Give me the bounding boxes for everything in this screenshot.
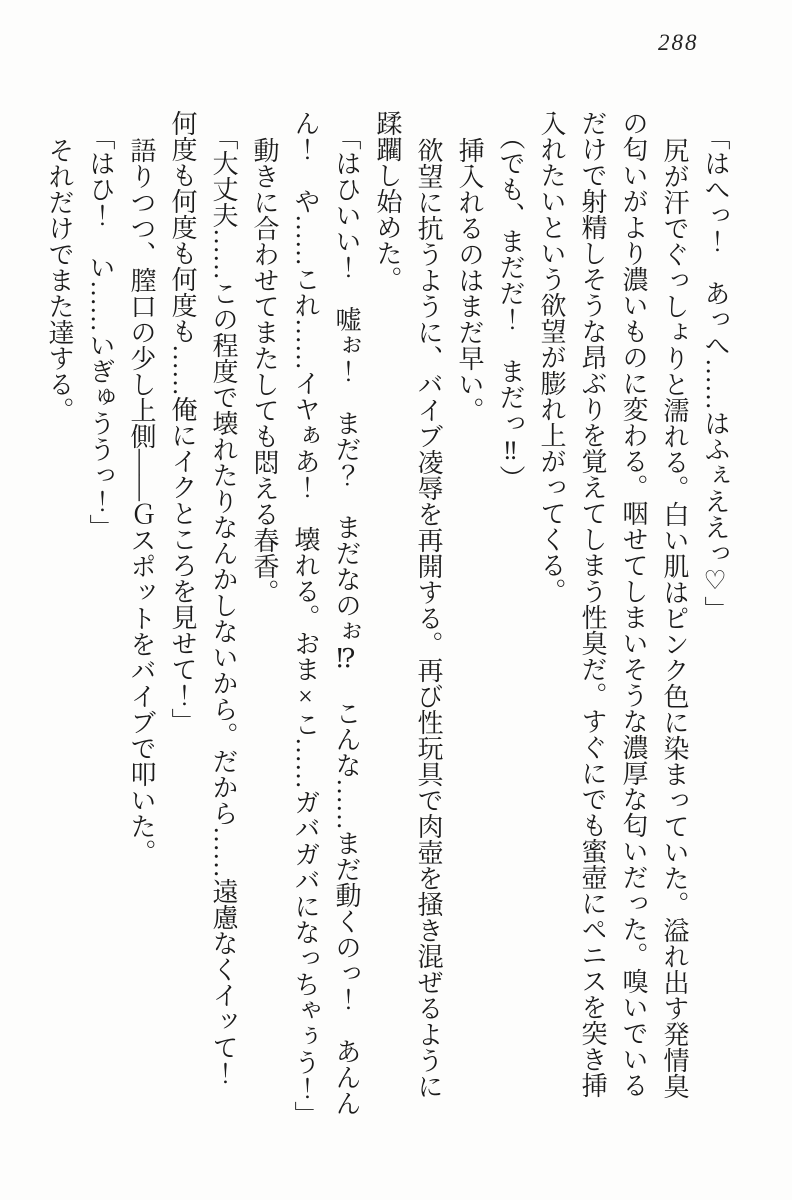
text-line: だけで射精しそうな昂ぶりを覚えてしまう性臭だ。すぐにでも蜜壺にペニスを突き挿	[578, 110, 607, 1098]
text-line: 「大丈夫……この程度で壊れたりなんかしないから。だから……遠慮なくイッて！	[209, 124, 238, 1086]
text-line: 欲望に抗うように、バイブ凌辱を再開する。再び性玩具で肉壺を掻き混ぜるように	[414, 137, 443, 1099]
text-line: 蹂躙し始めた。	[373, 110, 402, 292]
text-line: 尻が汗でぐっしょりと濡れる。白い肌はピンク色に染まっていた。溢れ出す発情臭	[660, 137, 689, 1099]
text-line: （でも、まだだ！ まだっ‼）	[496, 124, 525, 491]
text-line: 「はへっ！ あっへ……はふぇええっ♡」	[701, 124, 730, 622]
text-line: の匂いがより濃いものに変わる。咽せてしまいそうな濃厚な匂いだった。嗅いでいる	[619, 110, 648, 1098]
text-line: 「はひ！ い……いぎゅううっ！」	[86, 124, 115, 540]
vertical-text-block	[39, 110, 736, 1144]
text-line: それだけでまた達する。	[45, 137, 74, 423]
text-line: 挿入れるのはまだ早い。	[455, 137, 484, 423]
text-line: 動きに合わせてまたしても悶える春香。	[250, 137, 279, 605]
page-number: 288	[658, 30, 699, 55]
text-line: 「はひいい！ 嘘ぉ！ まだ？ まだなのぉ⁉ こんな……まだ動くのっ！ あんん	[332, 124, 361, 1116]
text-line: 語りつつ、膣口の少し上側――Ｇスポットをバイブで叩いた。	[127, 137, 156, 865]
text-line: 何度も何度も何度も……俺にイクところを見せて！」	[168, 110, 197, 734]
text-line: ん！ や……これ……イヤぁあ！ 壊れる。おま×こ……ガバガバになっちゃぅう！」	[291, 110, 320, 1127]
text-line: 入れたいという欲望が膨れ上がってくる。	[537, 110, 566, 604]
